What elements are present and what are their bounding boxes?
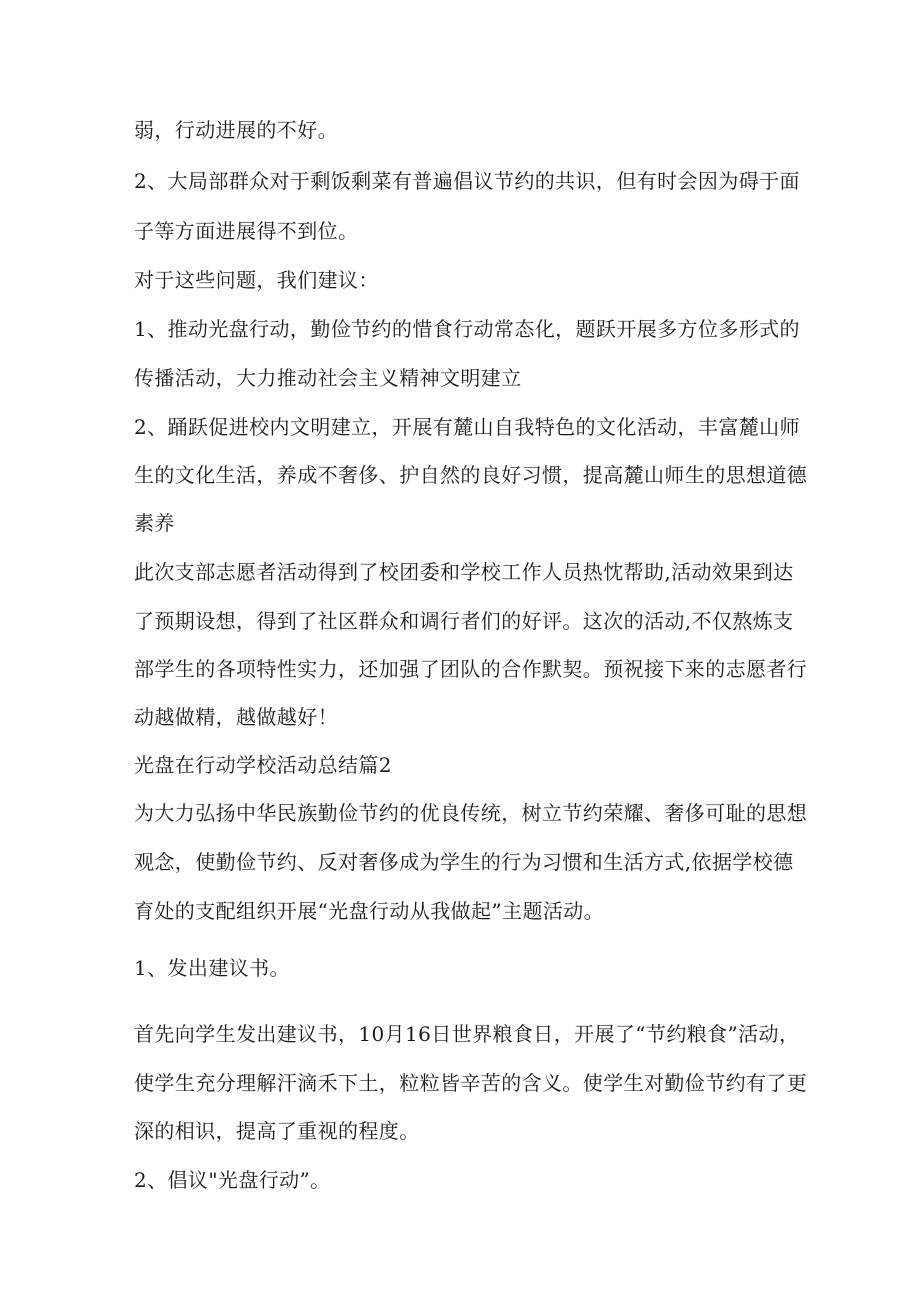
text-line-9: 素养 bbox=[134, 511, 175, 535]
text-line-6: 传播活动，大力推动社会主义精神文明建立 bbox=[134, 366, 522, 390]
text-line-8: 生的文化生活，养成不奢侈、护自然的良好习惯，提高麓山师生的思想道德 bbox=[134, 463, 808, 487]
text-line-15: 为大力弘扬中华民族勤俭节约的优良传统，树立节约荣耀、奢侈可耻的思想 bbox=[134, 801, 808, 825]
section-heading: 光盘在行动学校活动总结篇2 bbox=[134, 753, 392, 777]
text-line-4: 对于这些问题，我们建议： bbox=[134, 268, 379, 292]
text-line-17: 育处的支配组织开展“光盘行动从我做起”主题活动。 bbox=[134, 899, 605, 923]
text-line-12: 部学生的各项特性实力，还加强了团队的合作默契。预祝接下来的志愿者行 bbox=[134, 657, 808, 681]
text-line-11: 了预期设想，得到了社区群众和调行者们的好评。这次的活动,不仅熬炼支 bbox=[134, 609, 794, 633]
text-line-19: 首先向学生发出建议书，10月16日世界粮食日，开展了“节约粮食”活动， bbox=[134, 1022, 800, 1046]
text-line-16: 观念，使勤俭节约、反对奢侈成为学生的行为习惯和生活方式,依据学校德 bbox=[134, 850, 794, 874]
text-line-18: 1、发出建议书。 bbox=[134, 956, 290, 980]
text-line-21: 深的相识，提高了重视的程度。 bbox=[134, 1119, 420, 1143]
text-line-3: 子等方面进展得不到位。 bbox=[134, 219, 359, 243]
text-line-10: 此次支部志愿者活动得到了校团委和学校工作人员热忱帮助,活动效果到达 bbox=[134, 560, 794, 584]
text-line-2: 2、大局部群众对于剩饭剩菜有普遍倡议节约的共识，但有时会因为碍于面 bbox=[134, 169, 800, 193]
text-line-22: 2、倡议"光盘行动”。 bbox=[134, 1168, 331, 1192]
text-line-5: 1、推动光盘行动，勤俭节约的惜食行动常态化，题跃开展多方位多形式的 bbox=[134, 317, 800, 341]
text-line-1: 弱，行动进展的不好。 bbox=[134, 118, 338, 142]
text-line-7: 2、踊跃促进校内文明建立，开展有麓山自我特色的文化活动，丰富麓山师 bbox=[134, 415, 800, 439]
text-line-20: 使学生充分理解汗滴禾下土，粒粒皆辛苦的含义。使学生对勤俭节约有了更 bbox=[134, 1071, 808, 1095]
text-line-13: 动越做精，越做越好！ bbox=[134, 705, 338, 729]
